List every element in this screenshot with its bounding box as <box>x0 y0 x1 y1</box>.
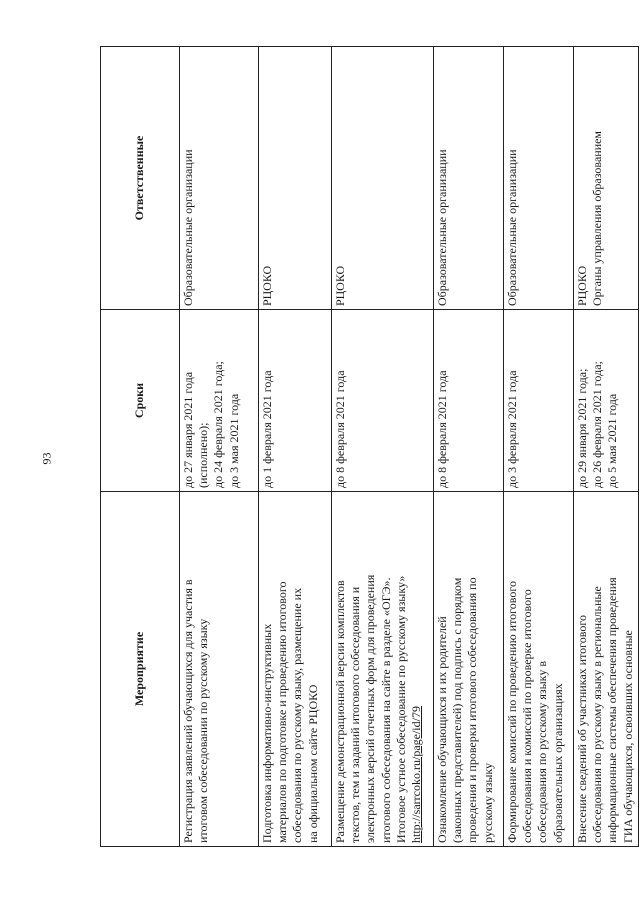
deadline-cell-line: до 5 мая 2021 года <box>605 393 620 488</box>
deadline-cell <box>504 310 574 492</box>
responsible-cell-line: Образовательные организации <box>435 149 449 306</box>
event-cell-line: информационные системы обеспечения проведения <box>605 577 620 843</box>
event-cell-line: ГИА обучающихся, освоивших основные <box>620 630 635 843</box>
event-cell <box>180 492 259 847</box>
deadline-cell-line: до 29 января 2021 года; <box>575 368 589 488</box>
deadline-cell <box>574 310 639 492</box>
event-cell-line: собеседования по русскому языку, размещение их <box>290 587 305 843</box>
event-cell-line: текстов, тем и заданий итогового собеседования и <box>348 586 363 843</box>
rotated-sheet <box>100 47 635 847</box>
event-cell-line: итоговом собеседовании по русскому языку <box>196 618 211 843</box>
deadline-cell <box>180 310 259 492</box>
table-row <box>259 47 332 847</box>
event-cell <box>332 492 434 847</box>
event-cell-line: материалов по подготовке и проведению итогового <box>275 581 290 843</box>
deadline-cell <box>332 310 434 492</box>
deadline-cell-line: до 24 февраля 2021 года; <box>211 361 226 488</box>
table-row <box>574 47 639 847</box>
deadline-cell-line: до 26 февраля 2021 года; <box>590 361 605 488</box>
responsible-cell <box>180 47 259 310</box>
responsible-cell <box>574 47 639 310</box>
deadline-cell-line: до 8 февраля 2021 года <box>333 370 347 488</box>
table-row <box>332 47 434 847</box>
event-cell-line: собеседования по русскому языку в региональные <box>590 586 605 843</box>
responsible-cell <box>332 47 434 310</box>
deadline-cell-line: (исполнено); <box>196 422 211 488</box>
responsible-cell-line: Образовательные организации <box>181 149 195 306</box>
event-cell-line: (законных представителей) под подпись с порядком <box>450 577 465 843</box>
event-cell-line: Регистрация заявлений обучающихся для участия в <box>181 579 195 843</box>
responsible-cell-line: Образовательные организации <box>505 149 519 306</box>
responsible-cell <box>259 47 332 310</box>
responsible-cell-line: РЦОКО <box>333 265 347 306</box>
deadline-cell-line: до 8 февраля 2021 года <box>435 370 449 488</box>
responsible-cell <box>434 47 504 310</box>
deadline-cell-line: до 27 января 2021 года <box>181 371 195 488</box>
event-link[interactable]: http://sarrcoko.ru/page/id/79 <box>409 706 424 843</box>
event-cell-line: русскому языку <box>480 762 495 843</box>
table-row <box>504 47 574 847</box>
event-cell <box>434 492 504 847</box>
event-cell-line: собеседования по русскому языку в <box>535 661 550 843</box>
responsible-cell-line: РЦОКО <box>575 265 589 306</box>
header-responsible: Ответственные <box>101 47 180 310</box>
event-cell-line: Внесение сведений об участниках итогового <box>575 615 589 843</box>
event-cell-line: образовательных организациях <box>550 683 565 843</box>
event-cell-line: проведения и проверки итогового собеседования по <box>465 577 480 843</box>
event-cell-line: Формирование комиссий по проведению итогового <box>505 580 519 843</box>
page-number: 93 <box>39 452 54 465</box>
deadline-cell-line: до 3 мая 2021 года <box>226 393 241 488</box>
event-cell <box>504 492 574 847</box>
event-cell-line: итогового собеседования на сайте в разделе «ОГЭ». <box>378 577 393 843</box>
responsible-cell-line: Органы управления образованием <box>590 130 605 306</box>
table-row <box>180 47 259 847</box>
event-cell <box>259 492 332 847</box>
header-event: Мероприятие <box>101 492 180 847</box>
events-table <box>100 46 639 847</box>
event-cell-line: электронных версий отчетных форм для проведения <box>363 574 378 843</box>
responsible-cell-line: РЦОКО <box>260 265 274 306</box>
header-deadline: Сроки <box>101 310 180 492</box>
deadline-cell <box>434 310 504 492</box>
event-cell-line: Ознакомление обучающихся и их родителей <box>435 616 449 843</box>
responsible-cell <box>504 47 574 310</box>
event-cell <box>574 492 639 847</box>
deadline-cell-line: до 3 февраля 2021 года <box>505 370 519 488</box>
event-cell-line: Подготовка информативно-инструктивных <box>260 623 274 843</box>
table-header-row <box>101 47 180 847</box>
table-row <box>434 47 504 847</box>
deadline-cell <box>259 310 332 492</box>
event-cell-line: собеседования и комиссий по проверке итогового <box>520 589 535 843</box>
deadline-cell-line: до 1 февраля 2021 года <box>260 370 274 488</box>
event-cell-line: Итоговое устное собеседование по русскому языку» <box>393 575 408 843</box>
event-cell-line: Размещение демонстрационной версии комплектов <box>333 580 347 843</box>
event-cell-line: на официальном сайте РЦОКО <box>305 684 320 843</box>
